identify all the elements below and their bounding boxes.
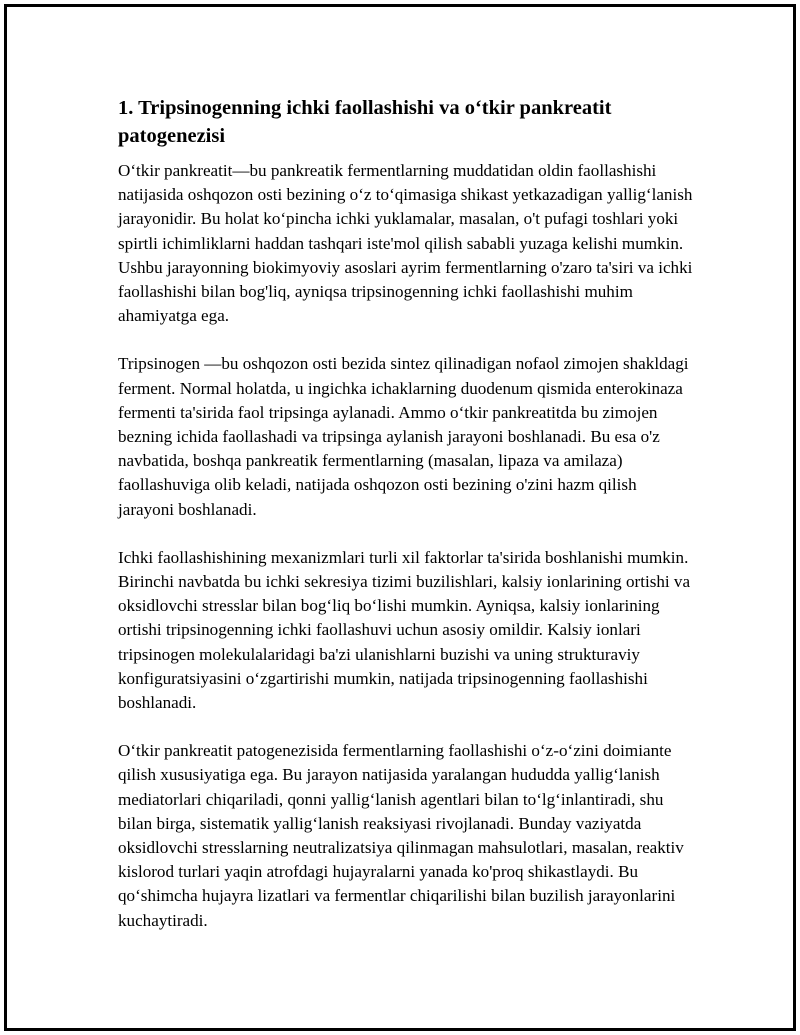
paragraph-1: O‘tkir pankreatit—bu pankreatik fermentlarning muddatidan oldin faollashishi natijasida oshqozon osti bezining o‘z to‘qimasiga shikast yetkazadigan yallig‘lanish jarayonidir. Bu holat ko‘pincha ichki yuklamalar, masalan, o't pufagi toshlari yoki spirtli ichimliklarni haddan tashqari iste'mol qilish sababli yuzaga kelishi mumkin. Ushbu jarayonning biokimyoviy asoslari ayrim fermentlarning o'zaro ta'siri va ichki faollashishi bilan bog'liq, ayniqsa tripsinogenning ichki faollashishi muhim ahamiyatga ega. <box>118 161 693 326</box>
paragraph-2: Tripsinogen —bu oshqozon osti bezida sintez qilinadigan nofaol zimojen shakldagi ferment. Normal holatda, u ingichka ichaklarning duodenum qismida enterokinaza fermenti ta'sirida faol tripsinga aylanadi. Ammo o‘tkir pankreatitda bu zimojen bezning ichida faollashadi va tripsinga aylanish jarayoni boshlanadi. Bu esa o'z navbatida, boshqa pankreatik fermentlarning (masalan, lipaza va amilaza) faollashuviga olib keladi, natijada oshqozon osti bezining o'zini hazm qilish jarayoni boshlanadi. <box>118 354 689 519</box>
paragraph-4: O‘tkir pankreatit patogenezisida fermentlarning faollashishi o‘z-o‘zini doimiante qilish xususiyatiga ega. Bu jarayon natijasida yaralangan hududda yallig‘lanish mediatorlari chiqariladi, qonni yallig‘lanish agentlari bilan to‘lg‘inlantiradi, shu bilan birga, sistematik yallig‘lanish reaksiyasi rivojlanadi. Bunday vaziyatda oksidlovchi stresslarning neutralizatsiya qilinmagan mahsulotlari, masalan, reaktiv kislorod turlari yaqin atrofdagi hujayralarni yanada ko'proq shikastlaydi. Bu qo‘shimcha hujayra lizatlari va fermentlar chiqarilishi bilan buzilish jarayonlarini kuchaytiradi. <box>118 741 684 930</box>
paragraph-3: Ichki faollashishining mexanizmlari turli xil faktorlar ta'sirida boshlanishi mumkin. Birinchi navbatda bu ichki sekresiya tizimi buzilishlari, kalsiy ionlarining ortishi va oksidlovchi stresslar bilan bog‘liq bo‘lishi mumkin. Ayniqsa, kalsiy ionlarining ortishi tripsinogenning ichki faollashuvi uchun asosiy omildir. Kalsiy ionlari tripsinogen molekulalaridagi ba'zi ulanishlarni buzishi va uning strukturaviy konfiguratsiyasini o‘zgartirishi mumkin, natijada tripsinogenning faollashishi boshlanadi. <box>118 547 691 713</box>
document-body <box>118 94 693 957</box>
section-heading: 1. Tripsinogenning ichki faollashishi va o‘tkir pankreatit patogenezisi <box>118 97 612 147</box>
